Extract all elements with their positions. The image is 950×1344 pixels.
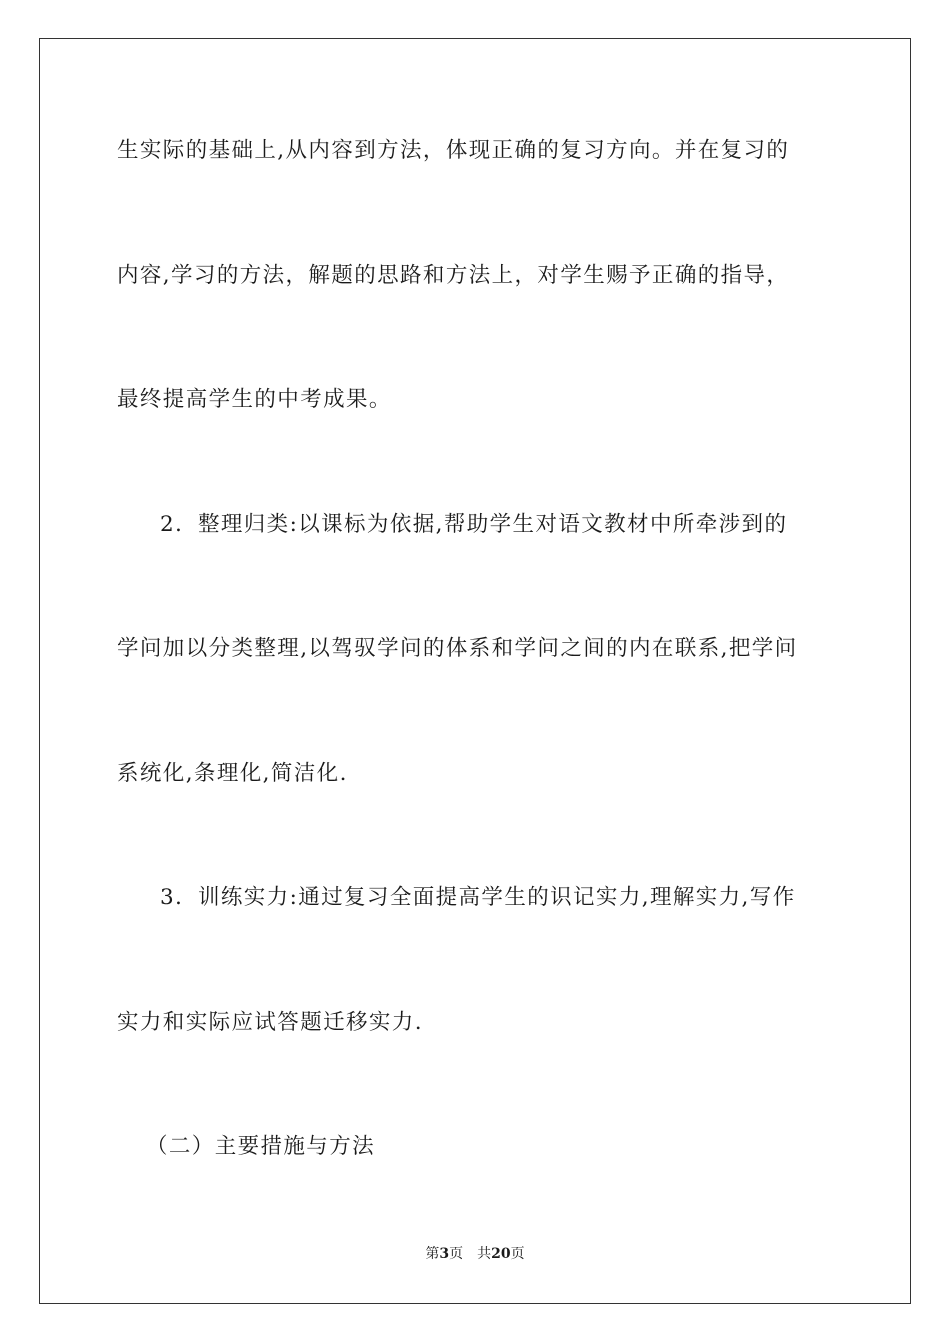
page-footer xyxy=(0,1244,950,1264)
footer-total-number: 20 xyxy=(491,1246,511,1262)
body-line-3: 最终提高学生的中考成果。 xyxy=(117,387,392,412)
body-line-1: 生实际的基础上,从内容到方法，体现正确的复习方向。并在复习的 xyxy=(117,138,790,163)
footer-page-suffix: 页 xyxy=(449,1246,464,1262)
page-border xyxy=(39,38,911,1304)
footer-total-prefix: 共 xyxy=(477,1246,492,1262)
footer-page-number: 3 xyxy=(439,1246,450,1262)
body-line-6: 系统化,条理化,简洁化. xyxy=(117,761,348,786)
body-line-8: 实力和实际应试答题迁移实力. xyxy=(117,1010,423,1035)
body-line-4: 2．整理归类:以课标为依据,帮助学生对语文教材中所牵涉到的 xyxy=(160,512,788,537)
body-line-7: 3．训练实力:通过复习全面提高学生的识记实力,理解实力,写作 xyxy=(160,885,796,910)
body-line-2: 内容,学习的方法，解题的思路和方法上，对学生赐予正确的指导， xyxy=(117,263,790,288)
footer-page-prefix: 第 xyxy=(425,1246,440,1262)
body-line-5: 学问加以分类整理,以驾驭学问的体系和学问之间的内在联系,把学问 xyxy=(117,636,798,661)
footer-total-suffix: 页 xyxy=(510,1246,525,1262)
section-heading: （二）主要措施与方法 xyxy=(146,1134,376,1159)
